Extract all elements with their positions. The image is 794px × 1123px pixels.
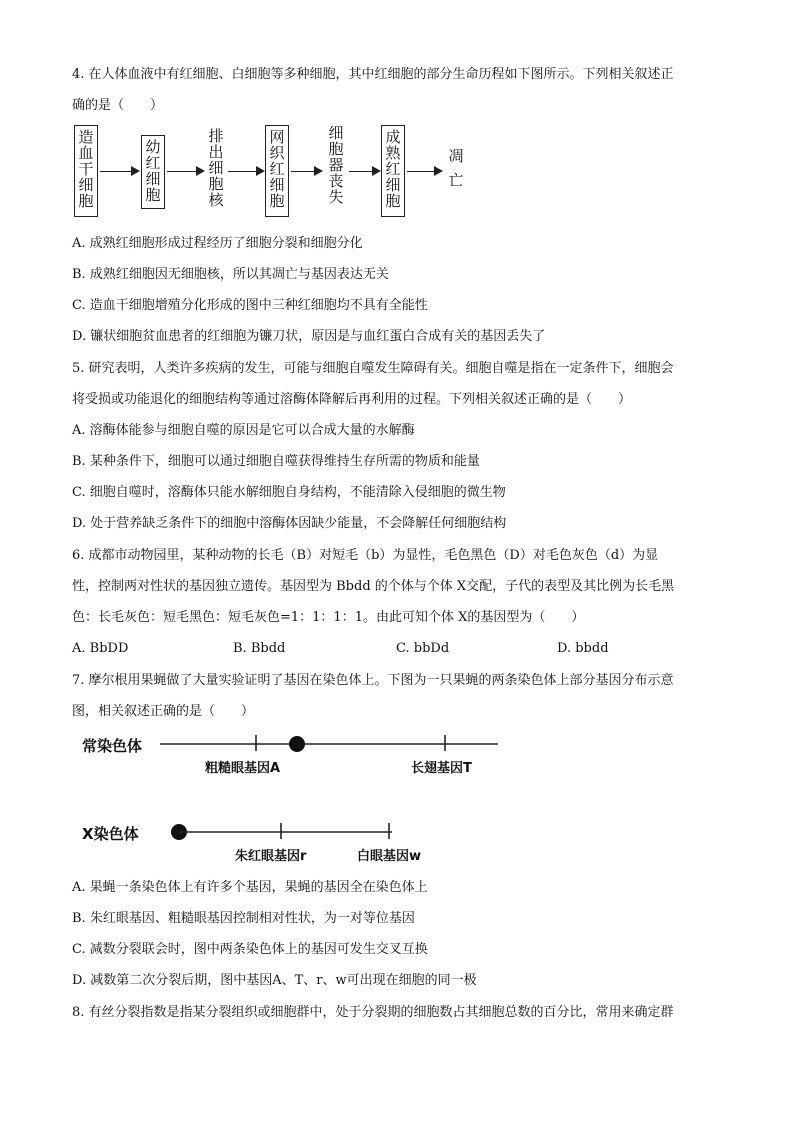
flow-arrow xyxy=(291,171,321,172)
flow-step-char: 细 xyxy=(208,159,224,177)
flow-box-young-red-cell xyxy=(141,135,165,209)
q6-option-c: C. bbDd xyxy=(396,641,450,656)
flow-step-char: 丧 xyxy=(328,172,344,190)
flow-step-organelle-loss xyxy=(326,125,346,205)
q7-option-b: B. 朱红眼基因、粗糙眼基因控制相对性状，为一对等位基因 xyxy=(72,911,415,926)
q7-option-a: A. 果蝇一条染色体上有许多个基因，果蝇的基因全在染色体上 xyxy=(72,880,428,895)
flow-box-char: 血 xyxy=(78,144,94,162)
flow-box-char: 红 xyxy=(269,160,285,178)
q5-option-c: C. 细胞自噬时，溶酶体只能水解细胞自身结构，不能清除入侵细胞的微生物 xyxy=(72,485,506,500)
flow-box-char: 干 xyxy=(78,160,94,178)
flow-box-reticulocyte xyxy=(265,125,289,217)
gene-label-vermilion-eye-r: 朱红眼基因r xyxy=(235,849,307,864)
q8-stem-line1: 8. 有丝分裂指数是指某分裂组织或细胞群中，处于分裂期的细胞数占其细胞总数的百分比，常用来确定群 xyxy=(72,1005,674,1020)
q6-stem-line2: 性，控制两对性状的基因独立遗传。基因型为 Bbdd 的个体与个体 X交配，子代的表型及其比例为长毛黑 xyxy=(72,579,675,594)
flow-arrow xyxy=(100,171,138,172)
q4-option-c: C. 造血干细胞增殖分化形成的图中三种红细胞均不具有全能性 xyxy=(72,298,428,313)
flow-end-char: 凋 xyxy=(448,147,464,165)
q5-option-a: A. 溶酶体能参与细胞自噬的原因是它可以合成大量的水解酶 xyxy=(72,423,415,438)
q7-stem-line1: 7. 摩尔根用果蝇做了大量实验证明了基因在染色体上。下图为一只果蝇的两条染色体上部分基因分布示意 xyxy=(72,673,674,688)
flow-box-char: 胞 xyxy=(78,192,94,210)
flow-end-apoptosis xyxy=(446,148,466,188)
flow-arrow xyxy=(167,171,203,172)
flow-box-char: 胞 xyxy=(385,192,401,210)
flow-step-char: 核 xyxy=(208,191,224,209)
flow-box-char: 细 xyxy=(78,176,94,194)
flow-step-char: 出 xyxy=(208,143,224,161)
flow-box-mature-red-cell xyxy=(381,125,405,217)
flow-box-hematopoietic-stem-cell xyxy=(74,125,98,217)
q7-option-c: C. 减数分裂联会时，图中两条染色体上的基因可发生交叉互换 xyxy=(72,942,428,957)
flow-box-char: 红 xyxy=(145,154,161,172)
q5-option-d: D. 处于营养缺乏条件下的细胞中溶酶体因缺少能量，不会降解任何细胞结构 xyxy=(72,516,507,531)
q6-stem-line3: 色：长毛灰色：短毛黑色：短毛灰色=1：1：1：1。由此可知个体 X的基因型为（ ） xyxy=(72,610,585,625)
flow-step-char: 器 xyxy=(328,156,344,174)
flow-box-char: 熟 xyxy=(385,144,401,162)
autosome-centromere xyxy=(289,736,305,752)
flow-box-char: 红 xyxy=(385,160,401,178)
gene-label-rough-eye-a: 粗糙眼基因A xyxy=(205,761,281,776)
flow-step-char: 胞 xyxy=(328,140,344,158)
flow-box-char: 幼 xyxy=(145,138,161,156)
flow-arrow xyxy=(349,171,379,172)
q4-stem-line2: 确的是（ ） xyxy=(72,98,164,113)
flow-box-char: 细 xyxy=(385,176,401,194)
flow-arrow xyxy=(407,171,441,172)
q6-option-d: D. bbdd xyxy=(557,641,609,656)
x-chromosome-label: X染色体 xyxy=(82,825,139,843)
q5-stem-line2: 将受损或功能退化的细胞结构等通过溶酶体降解后再利用的过程。下列相关叙述正确的是（ ） xyxy=(72,392,632,407)
gene-label-long-wing-t: 长翅基因T xyxy=(411,761,472,776)
q7-option-d: D. 减数第二次分裂后期，图中基因A、T、r、w可出现在细胞的同一极 xyxy=(72,973,477,988)
q4-stem-line1: 4. 在人体血液中有红细胞、白细胞等多种细胞，其中红细胞的部分生命历程如下图所示。下列相关叙述正 xyxy=(72,67,674,82)
q6-option-b: B. Bbdd xyxy=(233,641,286,656)
flow-box-char: 细 xyxy=(269,176,285,194)
flow-step-char: 细 xyxy=(328,124,344,142)
flow-box-char: 胞 xyxy=(145,186,161,204)
flow-box-char: 造 xyxy=(78,128,94,146)
flow-box-char: 成 xyxy=(385,128,401,146)
q5-option-b: B. 某种条件下，细胞可以通过细胞自噬获得维持生存所需的物质和能量 xyxy=(72,454,480,469)
flow-step-eject-nucleus xyxy=(206,128,226,208)
gene-label-white-eye-w: 白眼基因w xyxy=(357,849,422,864)
q6-stem-line1: 6. 成都市动物园里，某种动物的长毛（B）对短毛（b）为显性，毛色黑色（D）对毛色灰色（d）为显 xyxy=(72,548,659,563)
q5-stem-line1: 5. 研究表明，人类许多疾病的发生，可能与细胞自噬发生障碍有关。细胞自噬是指在一定条件下，细胞会 xyxy=(72,361,674,376)
flow-box-char: 胞 xyxy=(269,192,285,210)
q4-option-a: A. 成熟红细胞形成过程经历了细胞分裂和细胞分化 xyxy=(72,236,363,251)
autosome-label: 常染色体 xyxy=(82,737,143,755)
flow-arrow xyxy=(228,171,263,172)
autosome-line xyxy=(155,729,515,759)
flow-box-char: 织 xyxy=(269,144,285,162)
flow-step-char: 胞 xyxy=(208,175,224,193)
flow-box-char: 网 xyxy=(269,128,285,146)
q4-option-b: B. 成熟红细胞因无细胞核，所以其凋亡与基因表达无关 xyxy=(72,267,389,282)
q6-option-a: A. BbDD xyxy=(72,641,129,656)
flow-step-char: 排 xyxy=(208,127,224,145)
flow-end-char: 亡 xyxy=(448,171,464,189)
q4-option-d: D. 镰状细胞贫血患者的红细胞为镰刀状，原因是与血红蛋白合成有关的基因丢失了 xyxy=(72,329,546,344)
q7-stem-line2: 图，相关叙述正确的是（ ） xyxy=(72,704,255,719)
x-chromosome-line xyxy=(160,817,400,847)
flow-box-char: 细 xyxy=(145,170,161,188)
flow-step-char: 失 xyxy=(328,188,344,206)
